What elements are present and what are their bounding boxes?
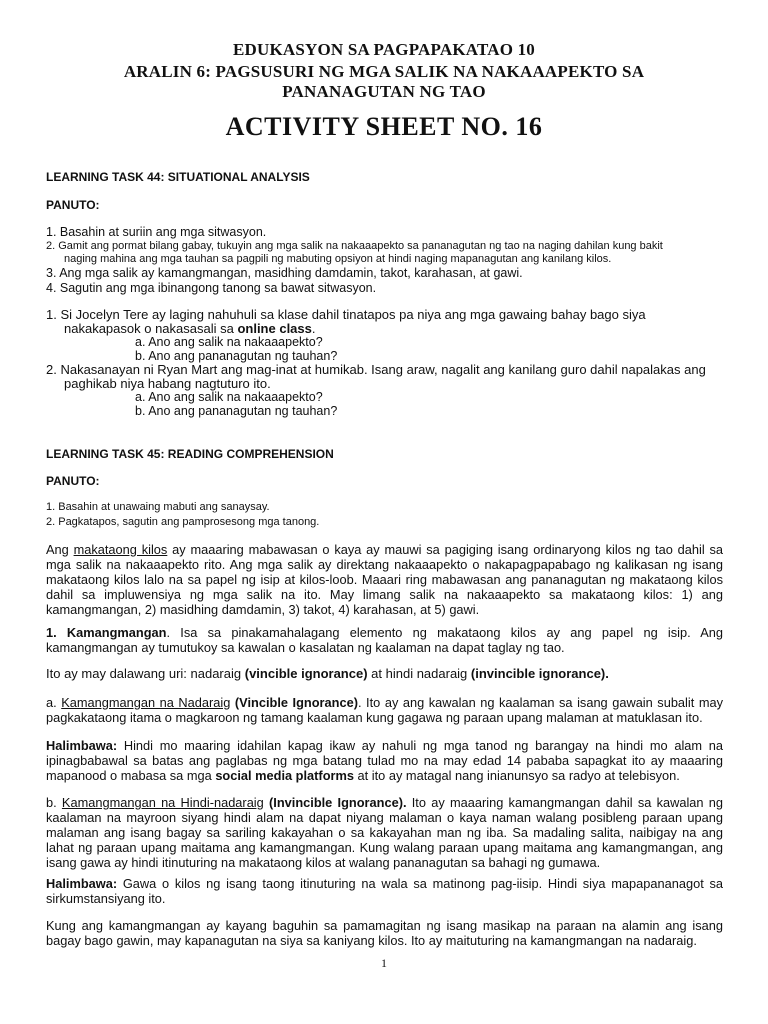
uri-paragraph: Ito ay may dalawang uri: nadaraig (vincible ignorance) at hindi nadaraig (invincible ignorance).: [46, 666, 609, 681]
hindi-nadaraig-term: Kamangmangan na Hindi-nadaraig: [61, 795, 264, 810]
task45-instruction-2: 2. Pagkatapos, sagutin ang pamprosesong mga tanong.: [46, 516, 320, 528]
task44-instruction-1: 1. Basahin at suriin ang mga sitwasyon.: [46, 225, 267, 239]
task45-panuto: PANUTO:: [46, 474, 100, 488]
task44-panuto: PANUTO:: [46, 198, 100, 212]
invincible-ignorance-paragraph: b. Kamangmangan na Hindi-nadaraig (Invincible Ignorance). Ito ay maaaring kamangmangan dahil sa kawalan ng kaalaman na mayroon siyang hindi alam na dapat niyang malaman o kaya naman walang posibleng paraan upang malaman ang isang bagay sa sariling kakayahan o sa kakayahan man ng iba. Sa madaling salita, naibigay na ang lahat ng paraan upang maitama ang kamangmangan. Kung walang paraan upang maitama ang kamangmangan, ang isang gawa ay hindi itinuturing na makataong kilos at walang pananagutan sa bahagi ng gumawa.: [46, 795, 724, 870]
vincible-ignorance-paragraph: a. Kamangmangan na Nadaraig (Vincible Ignorance). Ito ay ang kawalan ng kaalaman sa isang gawain subalit may pagkakataong itama o magkaroon ng tamang kaalaman kung gagawa ng paraan upang malaman at matuklasan ito.: [46, 695, 724, 725]
example-2-paragraph: Halimbawa: Gawa o kilos ng isang taong itinuturing na wala sa matinong pag-iisip. Hindi siya mapapananagot sa sirkumstansiyang ito.: [46, 876, 723, 906]
lesson-title-continued: PANANAGUTAN NG TAO: [282, 82, 486, 101]
online-class-emphasis: online class: [237, 321, 312, 336]
task44-heading: LEARNING TASK 44: SITUATIONAL ANALYSIS: [46, 170, 310, 184]
lesson-title: ARALIN 6: PAGSUSURI NG MGA SALIK NA NAKAAAPEKTO SA: [123, 62, 645, 81]
makataong-kilos-term: makataong kilos: [73, 542, 168, 557]
task45-instruction-1: 1. Basahin at unawaing mabuti ang sanaysay.: [46, 501, 270, 513]
example-label: Halimbawa:: [46, 876, 118, 891]
situation-1-line1: 1. Si Jocelyn Tere ay laging nahuhuli sa klase dahil tinatapos pa niya ang mga gawaing bahay bago siya: [46, 307, 646, 322]
activity-sheet-title: ACTIVITY SHEET NO. 16: [225, 112, 543, 141]
example-1-paragraph: Halimbawa: Hindi mo maaring idahilan kapag ikaw ay nahuli ng mga tanod ng barangay na hindi mo alam na ipinagbabawal sa batas ang paglabas ng mga batang tulad mo na may edad 14 pababa sapagkat ito ay maaaring mapanood o mabasa sa mga social media platforms at ito ay matagal nang inianunsyo sa radyo at telebisyon.: [46, 738, 723, 783]
task44-instruction-3: 3. Ang mga salik ay kamangmangan, masidhing damdamin, takot, karahasan, at gawi.: [46, 266, 523, 280]
kamangmangan-paragraph: 1. Kamangmangan. Isa sa pinakamahalagang elemento ng makataong kilos ay ang papel ng isip. Ang kamangmangan ay tumutukoy sa kawalan o kasalatan ng kaalaman na dapat taglay ng tao.: [46, 625, 724, 655]
closing-paragraph: Kung ang kamangmangan ay kayang baguhin sa pamamagitan ng isang masikap na paraan na alamin ang isang bagay bago gawin, may kapanagutan na siya sa kaniyang kilos. Ito ay maituturing na kamangmangan na nadaraig.: [46, 918, 723, 948]
task44-instruction-2: 2. Gamit ang pormat bilang gabay, tukuyin ang mga salik na nakaaapekto sa pananagutan ng tao na naging dahilan kung bakit: [46, 240, 663, 252]
social-media-emphasis: social media platforms: [215, 768, 354, 783]
kamangmangan-heading: 1. Kamangmangan: [46, 625, 167, 640]
page-number: 1: [381, 956, 387, 970]
situation-1-line2: nakakapasok o nakasasali sa online class.: [64, 321, 316, 336]
situation-1-question-b: b. Ano ang pananagutan ng tauhan?: [135, 349, 338, 363]
situation-2-line2: paghikab niya habang nagtuturo ito.: [64, 376, 271, 391]
task45-heading: LEARNING TASK 45: READING COMPREHENSION: [46, 447, 334, 461]
situation-2-line1: 2. Nakasanayan ni Ryan Mart ang mag-inat at humikab. Isang araw, nagalit ang kanilang guro dahil napalakas ang: [46, 362, 706, 377]
example-label: Halimbawa:: [46, 738, 118, 753]
situation-1-question-a: a. Ano ang salik na nakaaapekto?: [135, 335, 323, 349]
situation-2-question-a: a. Ano ang salik na nakaaapekto?: [135, 390, 323, 404]
situation-2-question-b: b. Ano ang pananagutan ng tauhan?: [135, 404, 338, 418]
essay-intro-paragraph: Ang makataong kilos ay maaaring mabawasan o kaya ay mauwi sa pagiging isang ordinaryong kilos ng tao dahil sa mga salik na nakaaapekto rito. Ang mga salik ay direktang nakaaapekto o nakapagpapabago ng kalikasan ng isang makataong kilos lalo na sa papel ng isip at kilos-loob. Maaari ring mabawasan ang pananagutan ng makataong kilos dahil sa impluwensiya ng mga salik na ito. May limang salik na nakaaapekto sa makataong kilos: 1) ang kamangmangan, 2) masidhing damdamin, 3) takot, 4) karahasan, at 5) gawi.: [46, 542, 723, 617]
task44-instruction-4: 4. Sagutin ang mga ibinangong tanong sa bawat sitwasyon.: [46, 281, 377, 295]
subject-title: EDUKASYON SA PAGPAPAKATAO 10: [232, 40, 535, 59]
task44-instruction-2-cont: naging mahina ang mga tauhan sa pagpili ng mabuting opsiyon at hindi naging mapanagutan ang kanilang kilos.: [64, 253, 612, 265]
nadaraig-term: Kamangmangan na Nadaraig: [61, 695, 231, 710]
